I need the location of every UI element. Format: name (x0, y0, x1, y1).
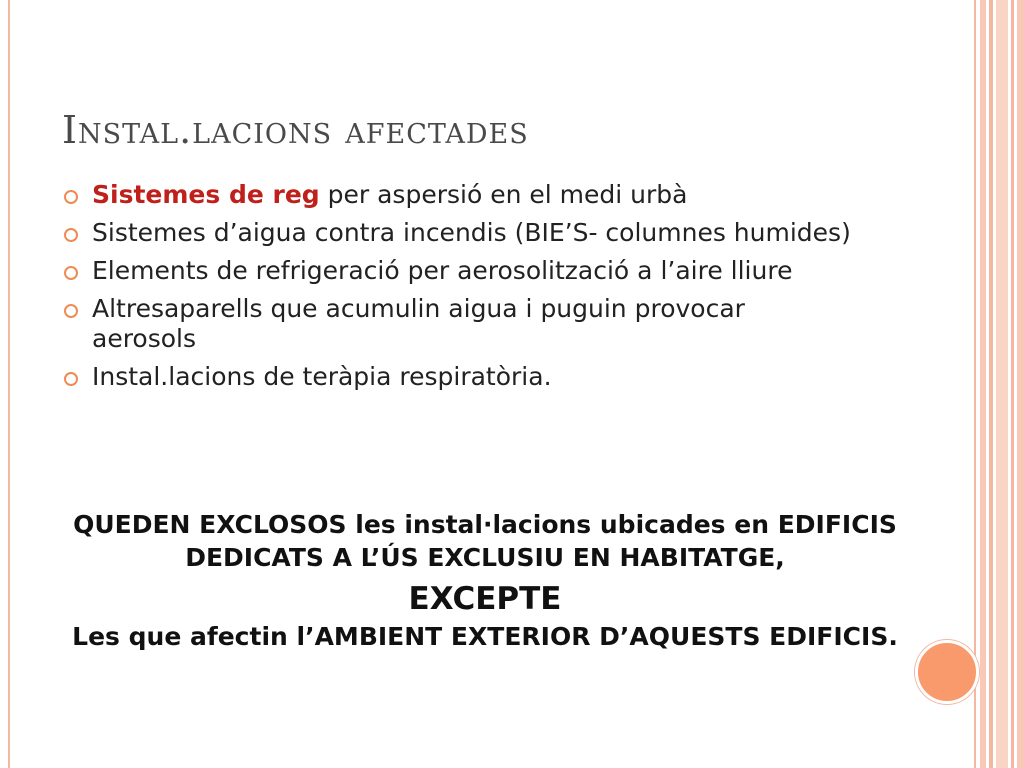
bullet-text: Elements de refrigeració per aerosolització a l’aire lliure (92, 256, 793, 285)
bullet-item (62, 362, 852, 392)
bullet-highlight: Sistemes de reg (92, 180, 320, 209)
right-stripe (1017, 0, 1024, 768)
bullet-item (62, 218, 852, 248)
bullet-item (62, 256, 852, 286)
decorative-circle-icon (915, 640, 979, 704)
bullet-text: Altresaparells que acumulin aigua i puguin provocar aerosols (92, 294, 745, 353)
exception-paragraph: Les que afectin l’AMBIENT EXTERIOR D’AQUESTS EDIFICIS. (72, 622, 898, 651)
bullet-item (62, 180, 852, 210)
slide-title: Instal.lacions afectades (62, 108, 529, 152)
bullet-icon (64, 304, 78, 318)
bullet-icon (64, 372, 78, 386)
exclusion-paragraph: QUEDEN EXCLOSOS les instal·lacions ubicades en EDIFICIS DEDICATS A L’ÚS EXCLUSIU EN HABITATGE, (73, 510, 897, 572)
bullet-icon (64, 190, 78, 204)
bullet-text: per aspersió en el medi urbà (319, 180, 688, 209)
left-border-line (8, 0, 10, 768)
bullet-text: Instal.lacions de teràpia respiratòria. (92, 362, 552, 391)
right-stripe (1011, 0, 1014, 768)
right-stripe (996, 0, 1008, 768)
right-stripe (974, 0, 976, 768)
right-stripe (989, 0, 993, 768)
bullet-icon (64, 228, 78, 242)
bullet-text: Sistemes d’aigua contra incendis (BIE’S- columnes humides) (92, 218, 851, 247)
bullet-item (62, 294, 852, 354)
right-stripe (980, 0, 986, 768)
exclusion-note (60, 508, 910, 653)
bullet-list (62, 180, 852, 400)
except-heading: EXCEPTE (408, 581, 562, 617)
bullet-icon (64, 266, 78, 280)
